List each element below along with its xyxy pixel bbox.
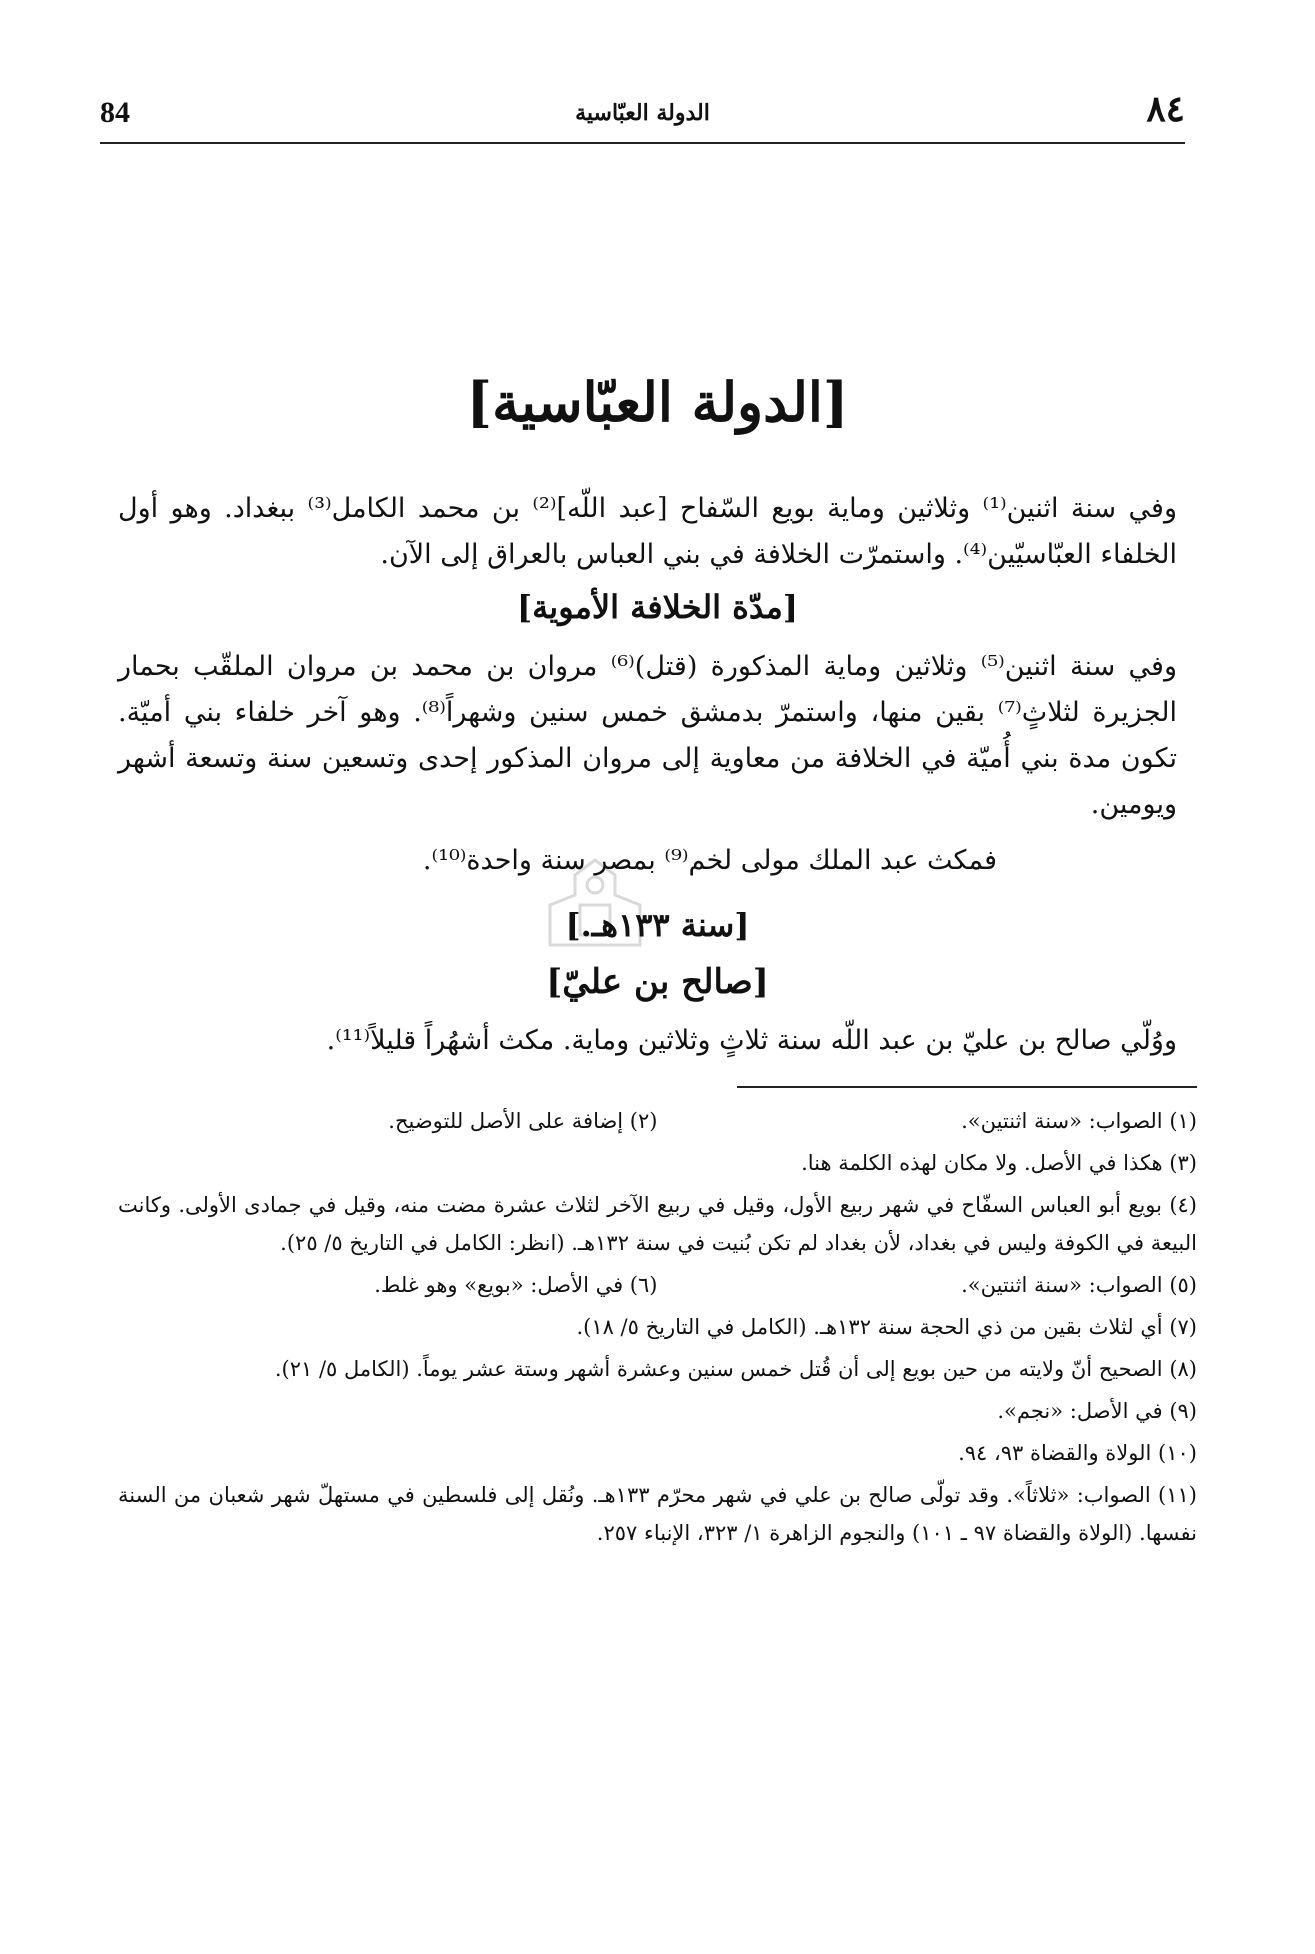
paragraph-2: وفي سنة اثنين⁽⁵⁾ وثلاثين وماية المذكورة (قتل)⁽⁶⁾ مروان بن محمد بن مروان الملقّب بحمار الجزيرة لثلاثٍ⁽⁷⁾ بقين منها، واستمرّ بدمشق خمس سنين وشهراً⁽⁸⁾. وهو آخر خلفاء بني أميّة. تكون مدة بني أُميّة في الخلافة من معاوية إلى مروان المذكور إحدى وتسعين سنة وتسعة أشهر ويومين. [118,651,1177,820]
footnote-1: (١) الصواب: «سنة اثنتين». [961,1109,1197,1133]
footnote-11: (١١) الصواب: «ثلاثاً». وقد تولّى صالح بن علي في شهر محرّم ١٣٣هـ. ونُقل إلى فلسطين في مستهلّ شهر شعبان من السنة نفسها. (الولاة والقضاة ٩٧ ـ ١٠١) والنجوم الزاهرة ١/ ٣٢٣، الإنباء ٢٥٧. [118,1483,1197,1545]
paragraph-1: وفي سنة اثنين⁽¹⁾ وثلاثين وماية بويع السّفاح [عبد اللّه]⁽²⁾ بن محمد الكامل⁽³⁾ ببغداد. وهو أول الخلفاء العبّاسيّين⁽⁴⁾. واستمرّت الخلافة في بني العباس بالعراق إلى الآن. [118,493,1178,570]
page-number-latin: 84 [100,96,130,129]
footnote-7: (٧) أي لثلاث بقين من ذي الحجة سنة ١٣٢هـ. (الكامل في التاريخ ٥/ ١٨). [576,1315,1197,1339]
footnote-8: (٨) الصحيح أنّ ولايته من حين بويع إلى أن قُتل خمس سنين وعشرة أشهر وستة عشر يوماً. (الكامل ٥/ ٢١). [274,1357,1197,1381]
header-rule [100,142,1185,144]
footnote-6: (٦) في الأصل: «بويع» وهو غلط. [374,1273,658,1297]
chapter-heading: [الدولة العبّاسية] [466,370,849,434]
footnote-10: (١٠) الولاة والقضاة ٩٣، ٩٤. [958,1441,1197,1465]
footnote-rule [737,1086,1197,1088]
page-number-arabic: ٨٤ [1146,88,1185,130]
paragraph-3: فمكث عبد الملك مولى لخم⁽⁹⁾ بمصر سنة واحدة⁽¹⁰⁾. [422,845,997,876]
page-header [100,88,1185,148]
footnote-2: (٢) إضافة على الأصل للتوضيح. [388,1109,658,1133]
section-heading-umayyad-duration: [مدّة الخلافة الأموية] [517,588,798,626]
running-title: الدولة العبّاسية [575,100,710,126]
footnote-4: (٤) بويع أبو العباس السفّاح في شهر ربيع الأول، وقيل في ربيع الآخر لثلاث عشرة مضت منه، وقيل في جمادى الأولى. وكانت البيعة في الكوفة وليس في بغداد، لأن بغداد لم تكن بُنيت في سنة ١٣٢هـ. (انظر: الكامل في التاريخ ٥/ ٢٥). [118,1193,1197,1255]
footnote-row [118,1102,1197,1140]
footnote-row [118,1266,1197,1304]
footnote-3: (٣) هكذا في الأصل. ولا مكان لهذه الكلمة هنا. [801,1151,1197,1175]
section-heading-year-133: [سنة ١٣٣هـ.] [565,906,750,944]
footnote-5: (٥) الصواب: «سنة اثنتين». [961,1273,1197,1297]
paragraph-4: ووُلّي صالح بن عليّ بن عبد اللّه سنة ثلاثٍ وثلاثين وماية. مكث أشهُراً قليلاً⁽¹¹⁾. [326,1025,1177,1056]
page-body [118,370,1197,1556]
footnotes [118,1102,1197,1552]
footnote-9: (٩) في الأصل: «نجم». [997,1399,1197,1423]
section-heading-salih: [صالح بن عليّ] [546,962,769,1002]
